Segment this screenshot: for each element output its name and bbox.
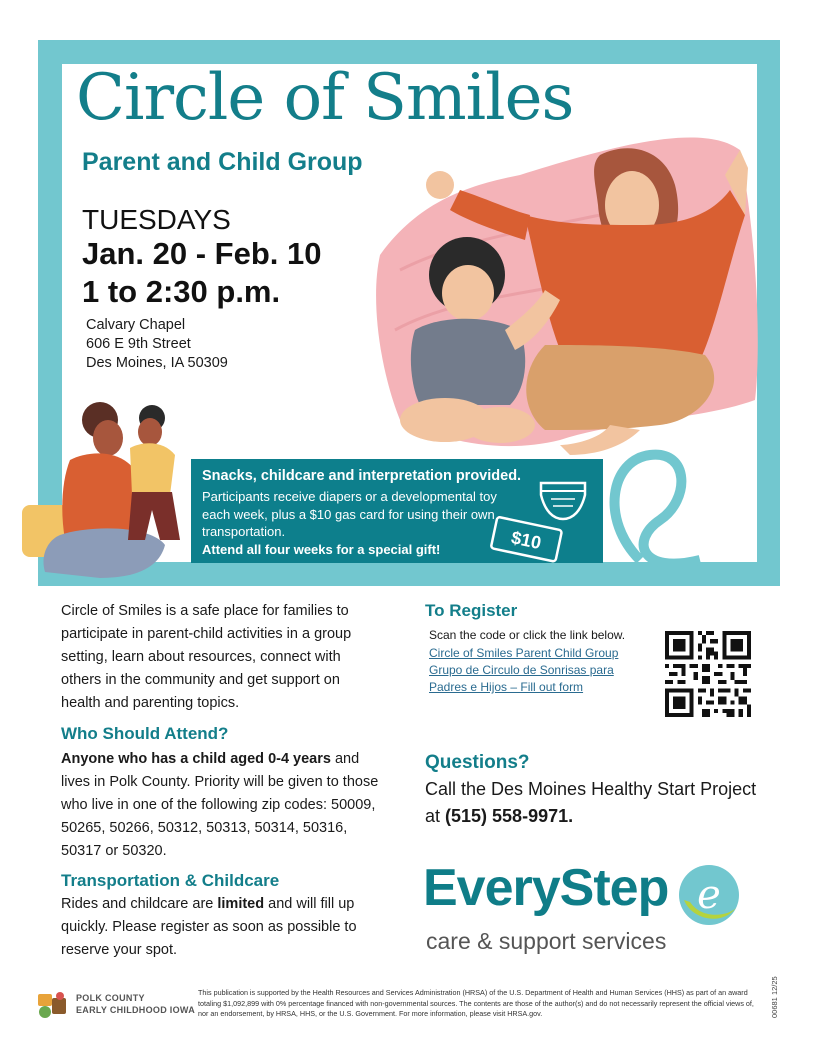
- gas-card-label: $10: [509, 527, 543, 554]
- transport-heading: Transportation & Childcare: [61, 871, 280, 890]
- polk-county-logo: [36, 990, 72, 1020]
- register-instructions: Scan the code or click the link below.: [429, 628, 626, 642]
- register-heading: To Register: [425, 601, 518, 620]
- callout-gift: Attend all four weeks for a special gift!: [202, 542, 441, 557]
- polk-county-name: POLK COUNTY: [76, 993, 145, 1003]
- everystep-logo: [678, 864, 740, 926]
- everystep-wordmark: EveryStep: [423, 859, 669, 917]
- register-form-link[interactable]: Circle of Smiles Parent Child Group Grupo de Circulo de Sonrisas para Padres e Hijos – Fill out form: [429, 646, 619, 694]
- questions-at: at: [425, 806, 446, 826]
- form-code: 00681 12/25: [770, 976, 779, 1018]
- event-time: 1 to 2:30 p.m.: [82, 274, 281, 309]
- page-title: Circle of Smiles: [76, 61, 574, 135]
- address-city: Des Moines, IA 50309: [86, 355, 228, 371]
- who-paragraph: [61, 748, 381, 863]
- diaper-gas-card-icons: [485, 471, 603, 563]
- everystep-logo-letter: e: [697, 872, 721, 918]
- benefits-callout: [191, 459, 603, 563]
- early-childhood-iowa-name: EARLY CHILDHOOD IOWA: [76, 1005, 196, 1015]
- transport-paragraph: [61, 893, 381, 962]
- phone-number[interactable]: (515) 558-9971.: [445, 806, 574, 826]
- address-venue: Calvary Chapel: [86, 317, 186, 333]
- qr-code[interactable]: [665, 631, 751, 717]
- questions-phone-line: [425, 806, 573, 827]
- questions-line: Call the Des Moines Healthy Start Project: [425, 779, 757, 799]
- transport-bold: limited: [217, 896, 265, 912]
- transport-text-1: Rides and childcare are: [61, 896, 218, 912]
- diaper-icon: [541, 483, 585, 519]
- who-body-text: and lives in Polk County. Priority will be given to those who live in one of the following zip codes: 50009, 50265, 50266, 50312, 50313, 50314, 50316, 50317 or 50320.: [61, 751, 379, 859]
- transport-text-2: and will fill up quickly. Please register as soon as possible to reserve your spot.: [61, 896, 357, 958]
- address-street: 606 E 9th Street: [86, 336, 191, 352]
- event-dates: Jan. 20 - Feb. 10: [82, 236, 322, 271]
- funding-disclaimer: This publication is supported by the Health Resources and Services Administration (HRSA) of the U.S. Department of Health and Human Services (HHS) as part of an award totaling $1,092,899 with 0% percentage financed with non-governmental sources. The contents are those of the author(s) and do not necessarily represent the official views of, nor an endorsement, by HRSA, HHS, or the U.S. Government. For more information, please visit HRSA.gov.: [198, 988, 754, 1018]
- callout-heading: Snacks, childcare and interpretation provided.: [202, 468, 522, 484]
- who-heading: Who Should Attend?: [61, 724, 229, 743]
- who-bold-lead: Anyone who has a child aged 0-4 years: [61, 751, 331, 767]
- questions-heading: Questions?: [425, 752, 530, 773]
- intro-paragraph: Circle of Smiles is a safe place for families to participate in parent-child activities in a group setting, learn about resources, connect with others in the community and get support on health and parenting topics.: [61, 603, 352, 711]
- gas-card-icon: [491, 517, 562, 562]
- callout-body: Participants receive diapers or a developmental toy each week, plus a $10 gas card for using their own transportation.: [202, 489, 497, 539]
- page-subtitle: Parent and Child Group: [82, 148, 363, 176]
- event-day: TUESDAYS: [82, 204, 231, 235]
- everystep-tagline: care & support services: [426, 928, 667, 954]
